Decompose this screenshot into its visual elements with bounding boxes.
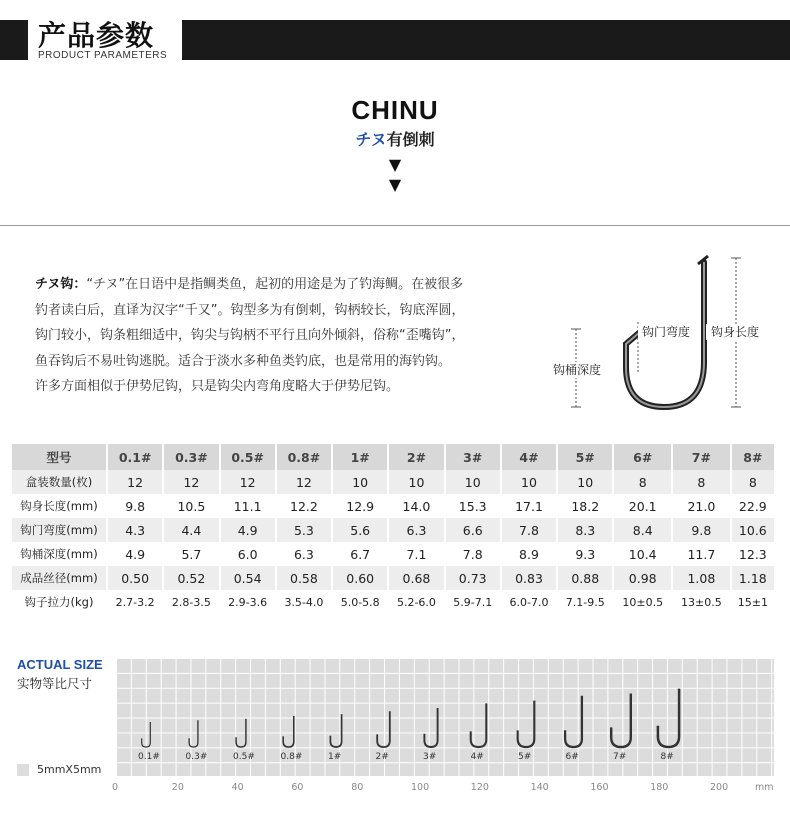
actual-size-title: ACTUAL SIZE xyxy=(17,657,103,672)
product-name: CHINU xyxy=(351,95,439,125)
hook-icon xyxy=(424,708,437,747)
table-cell: 9.3 xyxy=(557,542,613,566)
table-cell: 0.50 xyxy=(107,566,163,590)
table-cell: 5.2-6.0 xyxy=(388,590,444,614)
axis-tick-label: 200 xyxy=(710,782,729,793)
axis-tick-label: 160 xyxy=(590,782,609,793)
axis-tick-label: 40 xyxy=(231,782,244,793)
hook-icon xyxy=(518,701,535,747)
table-cell: 5.3 xyxy=(276,518,332,542)
table-cell: 11.7 xyxy=(672,542,731,566)
section-title: 产品参数 xyxy=(38,19,155,52)
table-cell: 7.1-9.5 xyxy=(557,590,613,614)
table-header-cell: 1# xyxy=(332,444,388,470)
table-cell: 6.3 xyxy=(388,518,444,542)
hook-icon xyxy=(330,714,341,747)
description-label: チヌ钩： xyxy=(35,277,87,292)
header-bar-right xyxy=(182,20,790,60)
row-label: 成品丝径(mm) xyxy=(12,566,107,590)
table-cell: 0.88 xyxy=(557,566,613,590)
table-header-cell: 0.8# xyxy=(276,444,332,470)
description-line: 钓者读白后，直译为汉字“千又”。钩型多为有倒刺，钩柄较长，钩底浑圆， xyxy=(35,302,465,318)
product-subtitle xyxy=(0,127,790,150)
table-header-cell: 4# xyxy=(501,444,557,470)
table-cell: 0.98 xyxy=(613,566,672,590)
table-cell: 12 xyxy=(107,470,163,494)
table-header-cell: 6# xyxy=(613,444,672,470)
spec-table xyxy=(12,444,776,614)
grid-legend-label: 5mmX5mm xyxy=(37,763,102,776)
axis-tick-label: 180 xyxy=(650,782,669,793)
description xyxy=(35,272,525,400)
hook-icon xyxy=(283,716,294,747)
hook-icon xyxy=(377,711,390,747)
table-cell: 6.3 xyxy=(276,542,332,566)
table-cell: 5.0-5.8 xyxy=(332,590,388,614)
table-cell: 12.3 xyxy=(731,542,775,566)
table-cell: 10 xyxy=(388,470,444,494)
hook-icon xyxy=(236,719,246,747)
table-row xyxy=(12,566,775,590)
table-cell: 17.1 xyxy=(501,494,557,518)
table-row xyxy=(12,590,775,614)
table-cell: 9.8 xyxy=(672,518,731,542)
row-label: 盒装数量(枚) xyxy=(12,470,107,494)
row-label: 钩门弯度(mm) xyxy=(12,518,107,542)
table-cell: 7.8 xyxy=(445,542,501,566)
table-cell: 10 xyxy=(557,470,613,494)
description-line: 许多方面相似于伊势尼钩，只是钩尖内弯角度略大于伊势尼钩。 xyxy=(35,379,400,394)
table-cell: 18.2 xyxy=(557,494,613,518)
section-subtitle: PRODUCT PARAMETERS xyxy=(38,50,168,61)
table-header-row xyxy=(12,444,775,470)
table-cell: 21.0 xyxy=(672,494,731,518)
table-cell: 6.6 xyxy=(445,518,501,542)
table-cell: 8.3 xyxy=(557,518,613,542)
table-cell: 2.8-3.5 xyxy=(163,590,219,614)
hook-icon xyxy=(189,720,198,747)
table-cell: 13±0.5 xyxy=(672,590,731,614)
header-bar-left xyxy=(0,20,28,60)
axis-tick-label: 80 xyxy=(351,782,364,793)
table-cell: 4.3 xyxy=(107,518,163,542)
table-cell: 3.5-4.0 xyxy=(276,590,332,614)
axis-tick-label: 60 xyxy=(291,782,304,793)
table-row xyxy=(12,470,775,494)
table-cell: 8 xyxy=(672,470,731,494)
table-cell: 11.1 xyxy=(220,494,276,518)
axis-unit-label: mm xyxy=(755,782,774,793)
hook-icon xyxy=(565,696,582,747)
hook-icon xyxy=(471,703,487,747)
table-cell: 1.08 xyxy=(672,566,731,590)
table-cell: 8.4 xyxy=(613,518,672,542)
table-cell: 5.7 xyxy=(163,542,219,566)
table-cell: 10 xyxy=(332,470,388,494)
table-header-cell: 0.5# xyxy=(220,444,276,470)
hook-size-label: 7# xyxy=(613,752,627,762)
table-cell: 5.6 xyxy=(332,518,388,542)
divider xyxy=(0,225,790,226)
hook-size-label: 0.3# xyxy=(185,752,208,762)
table-header-cell: 0.1# xyxy=(107,444,163,470)
description-line: 钩门较小，钩条粗细适中，钩尖与钩柄不平行且向外倾斜，俗称“歪嘴钩”， xyxy=(35,328,465,343)
table-cell: 4.9 xyxy=(107,542,163,566)
table-cell: 8 xyxy=(731,470,775,494)
hook-size-label: 0.8# xyxy=(280,752,303,762)
row-label: 钩子拉力(kg) xyxy=(12,590,107,614)
table-cell: 8.9 xyxy=(501,542,557,566)
axis-tick-label: 120 xyxy=(470,782,489,793)
table-cell: 5.9-7.1 xyxy=(445,590,501,614)
table-cell: 6.0-7.0 xyxy=(501,590,557,614)
description-line: チヌ钩：“チヌ”在日语中是指鲷类鱼，起初的用途是为了钓海鲷。在被很多 xyxy=(35,277,464,292)
table-row xyxy=(12,518,775,542)
table-cell: 12 xyxy=(276,470,332,494)
table-cell: 9.8 xyxy=(107,494,163,518)
axis-tick-label: 140 xyxy=(530,782,549,793)
table-cell: 0.83 xyxy=(501,566,557,590)
table-cell: 10.4 xyxy=(613,542,672,566)
table-cell: 0.54 xyxy=(220,566,276,590)
table-row xyxy=(12,542,775,566)
table-cell: 4.4 xyxy=(163,518,219,542)
table-cell: 10.5 xyxy=(163,494,219,518)
row-label: 钩桶深度(mm) xyxy=(12,542,107,566)
table-cell: 1.18 xyxy=(731,566,775,590)
diagram-gap-label: 钩门弯度 xyxy=(642,325,691,339)
table-header-cell: 0.3# xyxy=(163,444,219,470)
table-cell: 22.9 xyxy=(731,494,775,518)
table-cell: 6.7 xyxy=(332,542,388,566)
hook-size-label: 2# xyxy=(375,752,389,762)
table-cell: 12.9 xyxy=(332,494,388,518)
hook-size-label: 8# xyxy=(660,752,674,762)
row-label: 钩身长度(mm) xyxy=(12,494,107,518)
table-cell: 10 xyxy=(445,470,501,494)
table-cell: 15.3 xyxy=(445,494,501,518)
table-row xyxy=(12,494,775,518)
description-line: 鱼吞钩后不易吐钩逃脱。适合于淡水多种鱼类钓底，也是常用的海钓钩。 xyxy=(35,353,452,369)
hook-size-label: 1# xyxy=(328,752,342,762)
diagram-length-label: 钩身长度 xyxy=(711,325,760,339)
table-cell: 20.1 xyxy=(613,494,672,518)
table-cell: 10.6 xyxy=(731,518,775,542)
axis-tick-label: 20 xyxy=(171,782,184,793)
hook-diagram xyxy=(548,252,770,417)
table-cell: 14.0 xyxy=(388,494,444,518)
hook-size-label: 0.1# xyxy=(138,752,160,762)
hook-size-label: 6# xyxy=(565,752,579,762)
table-cell: 8 xyxy=(613,470,672,494)
table-cell: 2.9-3.6 xyxy=(220,590,276,614)
table-cell: 12 xyxy=(220,470,276,494)
hook-size-label: 0.5# xyxy=(233,752,255,762)
table-cell: 6.0 xyxy=(220,542,276,566)
hook-size-label: 3# xyxy=(423,752,437,762)
table-cell: 4.9 xyxy=(220,518,276,542)
table-cell: 7.8 xyxy=(501,518,557,542)
table-cell: 0.73 xyxy=(445,566,501,590)
table-cell: 12 xyxy=(163,470,219,494)
axis-tick-label: 0 xyxy=(112,782,119,793)
table-header-cell: 型号 xyxy=(12,444,107,470)
table-header-cell: 5# xyxy=(557,444,613,470)
table-cell: 2.7-3.2 xyxy=(107,590,163,614)
table-cell: 10 xyxy=(501,470,557,494)
table-cell: 0.58 xyxy=(276,566,332,590)
table-cell: 12.2 xyxy=(276,494,332,518)
table-cell: 0.60 xyxy=(332,566,388,590)
table-cell: 15±1 xyxy=(731,590,775,614)
table-header-cell: 8# xyxy=(731,444,775,470)
hook-size-label: 4# xyxy=(470,752,484,762)
table-header-cell: 3# xyxy=(445,444,501,470)
table-cell: 0.52 xyxy=(163,566,219,590)
actual-size-hooks xyxy=(116,658,774,776)
hook-icon xyxy=(142,722,151,747)
hook-icon xyxy=(611,693,631,747)
table-header-cell: 2# xyxy=(388,444,444,470)
hook-icon xyxy=(658,689,679,747)
hook-size-label: 5# xyxy=(518,752,532,762)
axis-tick-label: 100 xyxy=(411,782,430,793)
table-header-cell: 7# xyxy=(672,444,731,470)
diagram-depth-label: 钩桶深度 xyxy=(553,363,602,377)
down-arrow-icon: ▼ xyxy=(388,155,402,174)
table-cell: 7.1 xyxy=(388,542,444,566)
table-cell: 10±0.5 xyxy=(613,590,672,614)
down-arrow-icon: ▼ xyxy=(388,175,402,194)
product-subtitle-text: 有倒刺 xyxy=(386,130,435,149)
product-subtitle-kana: チヌ xyxy=(355,130,387,149)
table-cell: 0.68 xyxy=(388,566,444,590)
grid-legend-swatch xyxy=(17,764,29,776)
actual-size-subtitle: 实物等比尺寸 xyxy=(17,676,93,691)
